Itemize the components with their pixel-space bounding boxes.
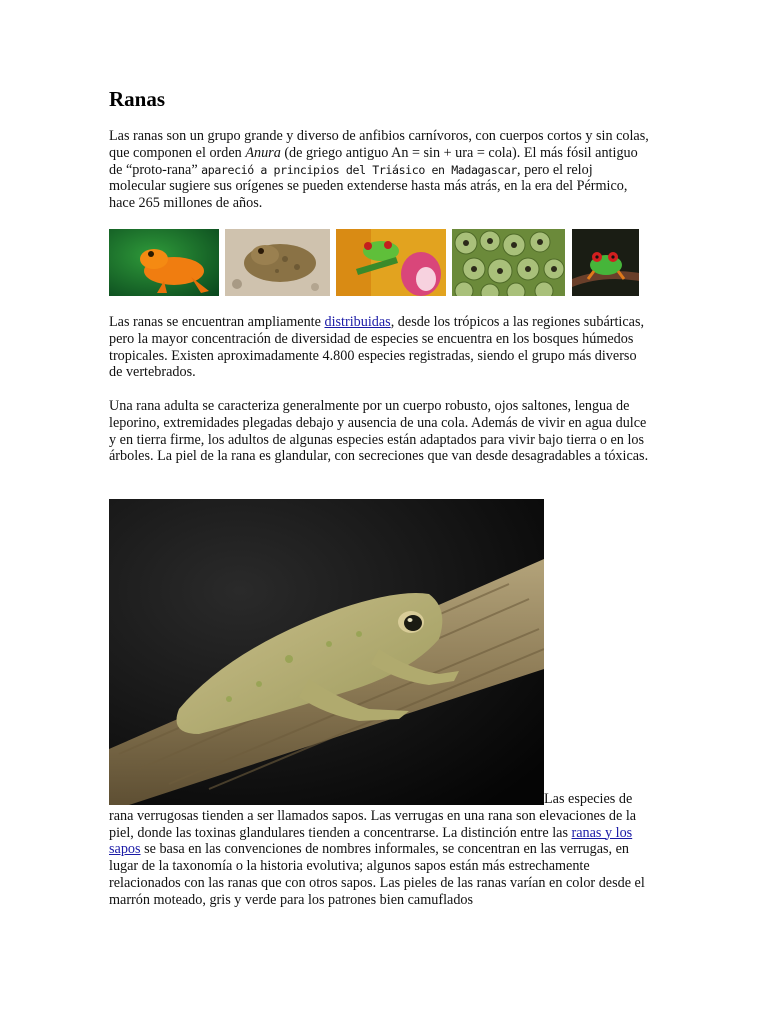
tree-frog-on-branch-image xyxy=(109,499,544,805)
distribution-text-a: Las ranas se encuentran ampliamente xyxy=(109,314,325,330)
thumbnail-toad xyxy=(225,229,330,296)
paragraph-toads xyxy=(109,791,649,909)
intro-text-a: Las ranas son un grupo grande y diverso de anfibios carnívoros, con cuerpos cortos y sin colas, que componen el orden xyxy=(109,128,649,161)
intro-text-b: (de griego antiguo An = sin + ura = cola). El más fósil antiguo de “proto-rana” xyxy=(109,144,638,178)
paragraph-intro xyxy=(109,128,649,212)
toads-first-line: Las especies de xyxy=(544,791,633,807)
ranas-y-sapos-link[interactable]: ranas y los sapos xyxy=(109,824,633,858)
intro-mono-text: apareció a principios del Triásico en Madagascar xyxy=(201,162,518,177)
paragraph-adult-frog: Una rana adulta se caracteriza generalmente por un cuerpo robusto, ojos saltones, lengua de leporino, extremidades plegadas debajo y ausencia de una cola. Además de vivir en agua dulce y en tierra firme, los adultos de algunas especies están adaptados para vivir bajo tierra o en los árboles. La piel de la rana es glandular, con secreciones que van desde desagradables a tóxicas. xyxy=(109,398,649,465)
toads-text-b: se basa en las convenciones de nombres informales, se concentran en las verrugas, en lugar de la taxonomía o la historia evolutiva; algunos sapos están más estrechamente relacionados con las ranas que con otros sapos. Las pieles de las ranas varían en color desde el marrón moteado, gris y verde para los patrones bien camuflados xyxy=(109,841,645,908)
thumbnail-frog-eggs xyxy=(452,229,565,296)
frog-thumbnail-strip xyxy=(109,229,649,296)
paragraph-distribution xyxy=(109,314,649,381)
intro-text-c: , pero el reloj molecular sugiere sus orígenes se pueden extenderse hasta más atrás, en la era del Pérmico, hace 265 millones de años. xyxy=(109,161,628,212)
thumbnail-golden-frog xyxy=(109,229,219,296)
distribution-text-b: , desde los trópicos a las regiones subárticas, pero la mayor concentración de diversidad de especies se encuentra en los bosques húmedos tropicales. Existen aproximadamente 4.800 especies registradas, siendo el grupo más diverso de vertebrados. xyxy=(109,314,645,381)
intro-italic-anura: Anura xyxy=(245,144,281,161)
page-title: Ranas xyxy=(109,87,166,111)
distribuidas-link[interactable]: distribuidas xyxy=(324,314,391,330)
thumbnail-red-eyed-frog xyxy=(572,229,639,296)
thumbnail-frog-flower xyxy=(336,229,446,296)
toads-text-a: rana verrugosas tienden a ser llamados sapos. Las verrugas en una rana son elevaciones de la piel, donde las toxinas glandulares tienden a concentrarse. La distinción entre las xyxy=(109,807,637,841)
